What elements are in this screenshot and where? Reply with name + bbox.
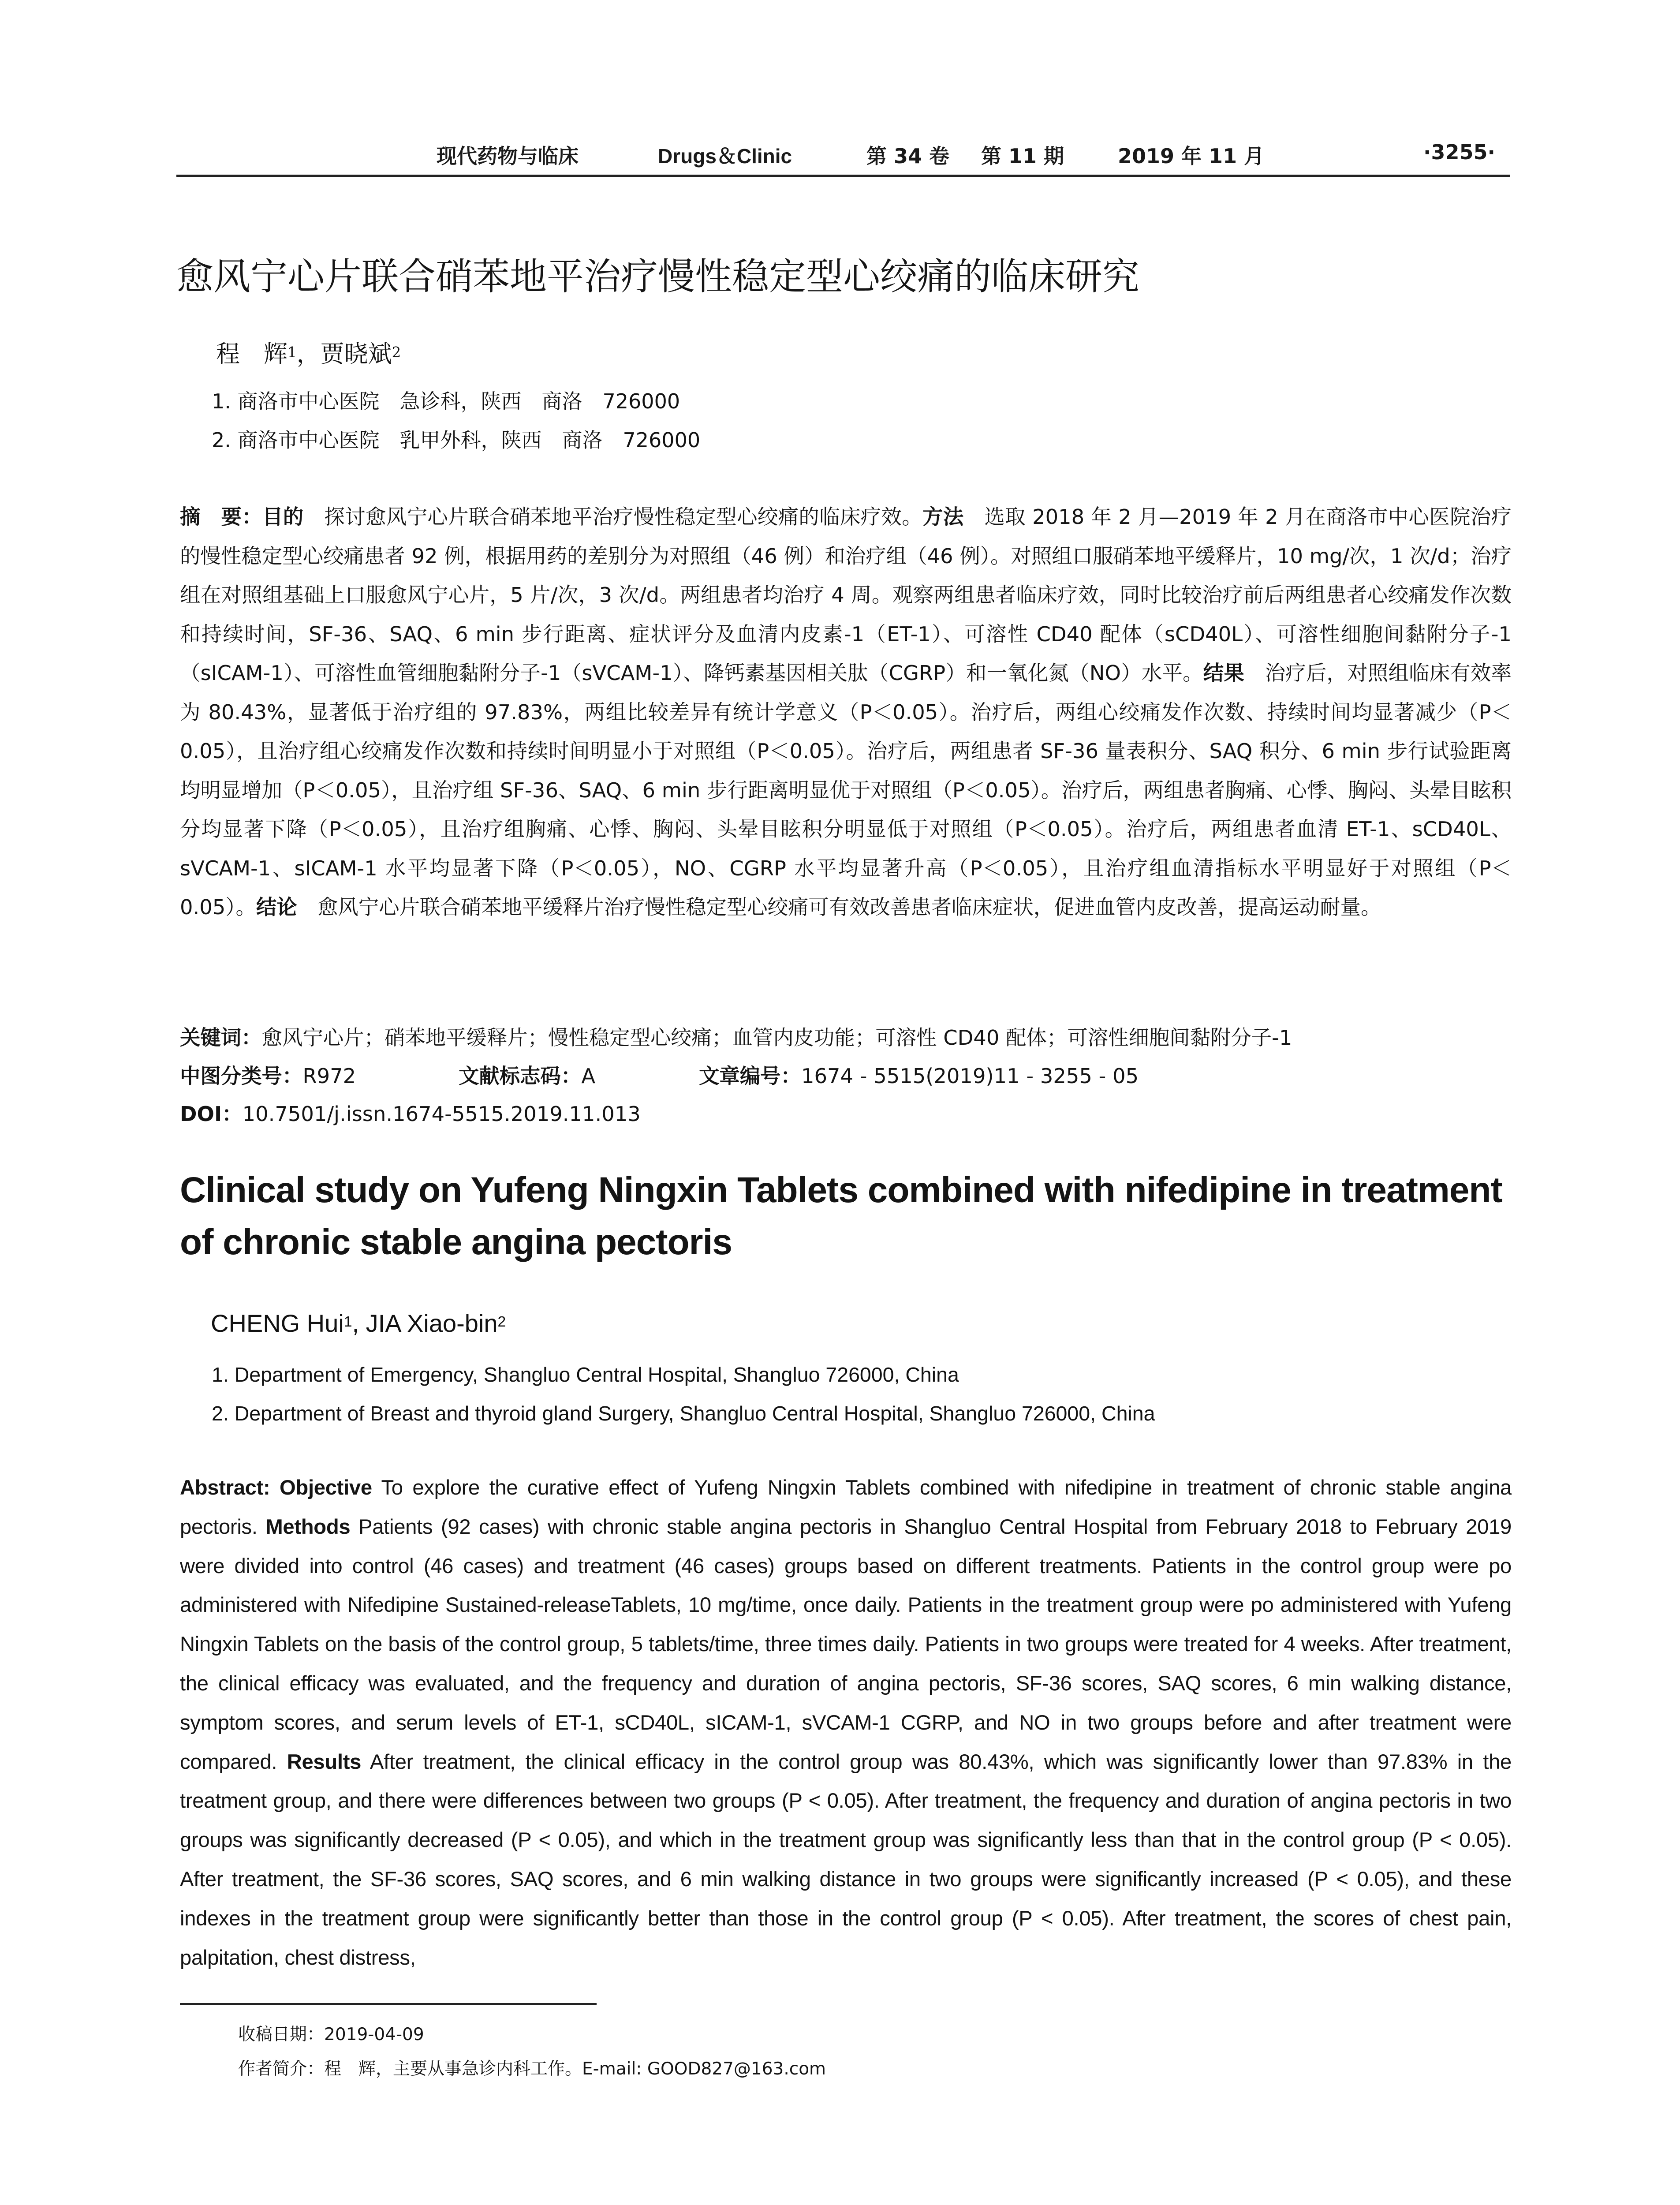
received-date [238,2021,424,2045]
footnote-rule [180,2003,597,2005]
volume: 第 34 卷 [866,144,950,168]
conclusion-text: 愈风宁心片联合硝苯地平缓释片治疗慢性稳定型心绞痛可有效改善患者临床症状，促进血管内皮改善，提高运动耐量。 [297,895,1381,919]
abstract-label: Abstract: [180,1476,280,1499]
affiliation-marker: 2 [392,344,401,361]
objective-label: 目的 [262,505,304,529]
results-label: Results [287,1750,362,1774]
affiliation-cn-1: 1. 商洛市中心医院 急诊科，陕西 商洛 726000 [212,389,680,413]
article-number-value: 1674 - 5515(2019)11 - 3255 - 05 [801,1064,1139,1088]
received-label: 收稿日期： [238,2025,325,2044]
clc-label: 中图分类号： [180,1064,303,1088]
author-name: 贾晓斌 [320,340,392,368]
doi-line [180,1098,641,1127]
author-name: 程 辉 [216,340,287,368]
doi-label: DOI： [180,1102,243,1126]
methods-label: Methods [265,1515,351,1539]
objective-text: 探讨愈风宁心片联合硝苯地平治疗慢性稳定型心绞痛的临床疗效。 [303,505,923,529]
affiliation-marker: 1 [343,1314,352,1330]
methods-text: Patients (92 cases) with chronic stable angina pectoris in Shangluo Central Hospital from February 2018 to February 2019 were divided into control (46 cases) and treatment (46 cases) groups based on different treatments. Patients in the control group were po administered with Nifedipine Sustained-releaseTablets, 10 mg/time, once daily. Patients in the treatment group were po administered with Yufeng Ningxin Tablets on the basis of the control group, 5 tablets/time, three times daily. Patients in two groups were treated for 4 weeks. After treatment, the clinical efficacy was evaluated, and the frequency and duration of angina pectoris, SF-36 scores, SAQ scores, 6 min walking distance, symptom scores, and serum levels of ET-1, sCD40L, sICAM-1, sVCAM-1 CGRP, and NO in two groups before and after treatment were compared. [180,1515,1512,1774]
methods-text: 选取 2018 年 2 月—2019 年 2 月在商洛市中心医院治疗的慢性稳定型心绞痛患者 92 例，根据用药的差别分为对照组（46 例）和治疗组（46 例）。对照组口服硝苯地平缓释片，10 mg/次，1 次/d；治疗组在对照组基础上口服愈风宁心片，5 片/次，3 次/d。两组患者均治疗 4 周。观察两组患者临床疗效，同时比较治疗前后两组患者心绞痛发作次数和持续时间，SF-36、SAQ、6 min 步行距离、症状评分及血清内皮素-1（ET-1）、可溶性 CD40 配体（sCD40L）、可溶性细胞间黏附分子-1（sICAM-1）、可溶性血管细胞黏附分子-1（sVCAM-1）、降钙素基因相关肽（CGRP）和一氧化氮（NO）水平。 [180,505,1512,685]
journal-name-en: Drugs＆Clinic [658,145,792,168]
bio-text: 程 辉，主要从事急诊内科工作。E-mail: GOOD827@163.com [324,2059,826,2079]
document-code [459,1060,595,1089]
article-number [699,1060,1139,1089]
conclusion-label: 结论 [256,895,297,919]
keywords-cn [180,1022,1292,1051]
authors-cn [216,335,401,369]
bio-label: 作者简介： [238,2059,325,2079]
abstract-label: 摘 要： [180,505,263,529]
header-rule [176,175,1510,177]
keywords-text: 愈风宁心片；硝苯地平缓释片；慢性稳定型心绞痛；血管内皮功能；可溶性 CD40 配体；可溶性细胞间黏附分子-1 [261,1026,1292,1050]
objective-label: Objective [280,1476,372,1499]
classification-line [180,1060,356,1089]
affiliation-marker: 2 [497,1314,506,1330]
results-text: After treatment, the clinical efficacy in the control group was 80.43%, which was significantly lower than 97.83% in the treatment group, and there were differences between two groups (P < 0.05). After treatment, the frequency and duration of angina pectoris in two groups was significantly decreased (P < 0.05), and which in the treatment group was significantly less than that in the control group (P < 0.05). After treatment, the SF-36 scores, SAQ scores, and 6 min walking distance in two groups were significantly increased (P < 0.05), and these indexes in the treatment group were significantly better than those in the control group (P < 0.05). After treatment, the scores of chest pain, palpitation, chest distress, [180,1750,1512,1970]
affiliation-en-1: 1. Department of Emergency, Shangluo Central Hospital, Shangluo 726000, China [212,1363,959,1386]
page-number: ·3255· [1423,140,1495,164]
author-name: JIA Xiao-bin [366,1309,498,1337]
keywords-label: 关键词： [180,1026,262,1050]
results-label: 结果 [1203,661,1245,685]
authors-en [211,1309,506,1338]
objective-text: To explore the curative effect of Yufeng Ningxin Tablets combined with nifedipine in treatment of chronic stable angina pectoris. [180,1476,1512,1539]
article-title-en: Clinical study on Yufeng Ningxin Tablets combined with nifedipine in treatment of chronic stable angina pectoris [180,1170,1502,1262]
received-value: 2019-04-09 [324,2025,424,2044]
author-bio [238,2055,826,2080]
author-separator: ， [296,340,321,368]
publication-date: 2019 年 11 月 [1118,144,1265,168]
doi-value: 10.7501/j.issn.1674-5515.2019.11.013 [242,1102,641,1126]
clc-value: R972 [302,1064,356,1088]
methods-label: 方法 [922,505,964,529]
author-name: CHENG Hui [211,1309,344,1337]
article-number-label: 文章编号： [699,1064,801,1088]
results-text: 治疗后，对照组临床有效率为 80.43%，显著低于治疗组的 97.83%，两组比较差异有统计学意义（P＜0.05）。治疗后，两组心绞痛发作次数、持续时间均显著减少（P＜0.05），且治疗组心绞痛发作次数和持续时间明显小于对照组（P＜0.05）。治疗后，两组患者 SF-36 量表积分、SAQ 积分、6 min 步行试验距离均明显增加（P＜0.05），且治疗组 SF-36、SAQ、6 min 步行距离明显优于对照组（P＜0.05）。治疗后，两组患者胸痛、心悸、胸闷、头晕目眩积分均显著下降（P＜0.05），且治疗组胸痛、心悸、胸闷、头晕目眩积分明显低于对照组（P＜0.05）。治疗后，两组患者血清 ET-1、sCD40L、sVCAM-1、sICAM-1 水平均显著下降（P＜0.05），NO、CGRP 水平均显著升高（P＜0.05），且治疗组血清指标水平明显好于对照组（P＜0.05）。 [180,661,1512,919]
affiliation-marker: 1 [287,344,297,361]
issue: 第 11 期 [981,144,1064,168]
abstract-cn [180,497,1512,927]
abstract-en [180,1469,1512,1977]
document-code-label: 文献标志码： [459,1064,582,1088]
affiliation-cn-2: 2. 商洛市中心医院 乳甲外科，陕西 商洛 726000 [212,428,701,452]
document-code-value: A [581,1064,596,1088]
affiliation-en-2: 2. Department of Breast and thyroid gland Surgery, Shangluo Central Hospital, Shangluo 726000, China [212,1402,1155,1425]
journal-name-cn: 现代药物与临床 [437,144,579,168]
article-title-cn: 愈风宁心片联合硝苯地平治疗慢性稳定型心绞痛的临床研究 [176,255,1140,298]
author-separator: , [352,1309,366,1337]
